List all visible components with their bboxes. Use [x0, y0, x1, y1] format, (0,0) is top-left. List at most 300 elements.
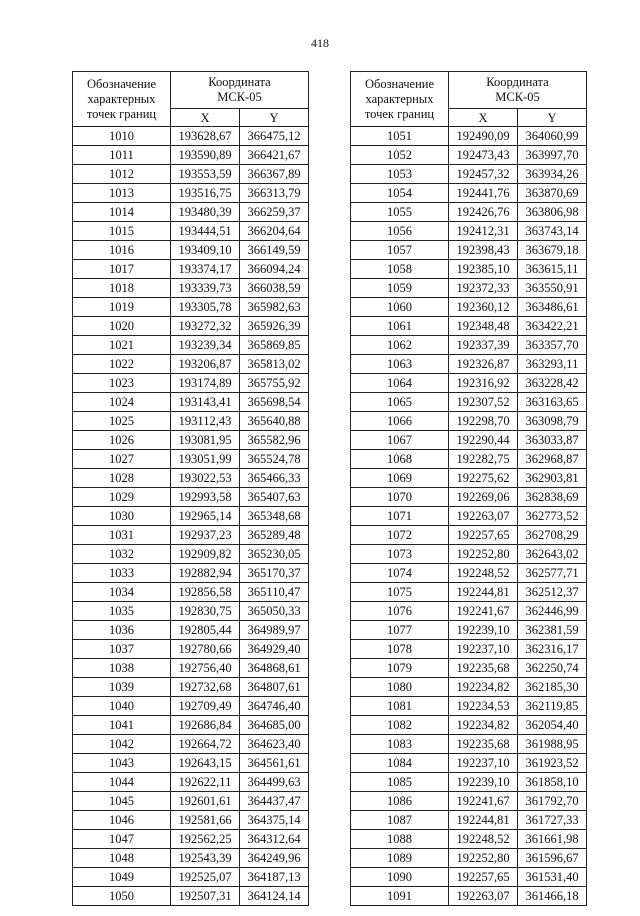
y-coordinate-cell: 363293,11: [518, 355, 587, 374]
x-coordinate-cell: 193339,73: [171, 279, 240, 298]
point-id-cell: 1087: [351, 811, 449, 830]
x-coordinate-cell: 193081,95: [171, 431, 240, 450]
y-coordinate-cell: 361596,67: [518, 849, 587, 868]
point-id-cell: 1082: [351, 716, 449, 735]
table-row: [73, 887, 309, 906]
point-id-cell: 1022: [73, 355, 171, 374]
point-id-cell: 1071: [351, 507, 449, 526]
point-id-cell: 1032: [73, 545, 171, 564]
x-coordinate-cell: 192643,15: [171, 754, 240, 773]
x-coordinate-cell: 192237,10: [449, 640, 518, 659]
coordinates-table-right: [350, 71, 587, 906]
y-coordinate-cell: 364499,63: [240, 773, 309, 792]
y-coordinate-cell: 366475,12: [240, 127, 309, 146]
x-coordinate-cell: 192426,76: [449, 203, 518, 222]
point-id-cell: 1056: [351, 222, 449, 241]
point-id-cell: 1049: [73, 868, 171, 887]
point-id-cell: 1065: [351, 393, 449, 412]
point-id-cell: 1051: [351, 127, 449, 146]
y-coordinate-cell: 366313,79: [240, 184, 309, 203]
y-coordinate-cell: 361661,98: [518, 830, 587, 849]
point-id-cell: 1017: [73, 260, 171, 279]
point-id-cell: 1084: [351, 754, 449, 773]
coordinate-header-line2: МСК-05: [217, 90, 262, 104]
point-id-cell: 1068: [351, 450, 449, 469]
point-id-cell: 1015: [73, 222, 171, 241]
table-row: [73, 431, 309, 450]
y-coordinate-cell: 362577,71: [518, 564, 587, 583]
point-id-cell: 1050: [73, 887, 171, 906]
point-id-cell: 1089: [351, 849, 449, 868]
point-label-header-line1: Обозначение: [86, 76, 157, 91]
point-id-cell: 1028: [73, 469, 171, 488]
point-id-cell: 1011: [73, 146, 171, 165]
point-label-header-line2: характерных: [365, 91, 434, 106]
y-coordinate-cell: 365050,33: [240, 602, 309, 621]
y-coordinate-cell: 363163,65: [518, 393, 587, 412]
x-coordinate-cell: 192307,52: [449, 393, 518, 412]
point-label-header: [351, 72, 449, 127]
y-coordinate-cell: 363806,98: [518, 203, 587, 222]
point-id-cell: 1027: [73, 450, 171, 469]
y-coordinate-cell: 361792,70: [518, 792, 587, 811]
point-id-cell: 1063: [351, 355, 449, 374]
x-coordinate-cell: 192543,39: [171, 849, 240, 868]
y-coordinate-cell: 364868,61: [240, 659, 309, 678]
y-coordinate-cell: 365230,05: [240, 545, 309, 564]
x-coordinate-cell: 192525,07: [171, 868, 240, 887]
x-coordinate-cell: 192780,66: [171, 640, 240, 659]
table-row: [351, 412, 587, 431]
y-coordinate-cell: 362446,99: [518, 602, 587, 621]
y-coordinate-cell: 361466,18: [518, 887, 587, 906]
y-coordinate-cell: 365582,96: [240, 431, 309, 450]
y-coordinate-cell: 366204,64: [240, 222, 309, 241]
x-coordinate-cell: 192235,68: [449, 735, 518, 754]
table-row: [73, 849, 309, 868]
table-row: [351, 811, 587, 830]
table-row: [73, 830, 309, 849]
x-coordinate-cell: 192248,52: [449, 830, 518, 849]
y-coordinate-cell: 362773,52: [518, 507, 587, 526]
table-row: [351, 545, 587, 564]
table-row: [351, 165, 587, 184]
y-coordinate-cell: 364375,14: [240, 811, 309, 830]
point-id-cell: 1025: [73, 412, 171, 431]
table-row: [73, 583, 309, 602]
point-id-cell: 1046: [73, 811, 171, 830]
point-id-cell: 1067: [351, 431, 449, 450]
y-coordinate-cell: 366038,59: [240, 279, 309, 298]
point-id-cell: 1039: [73, 678, 171, 697]
table-row: [351, 621, 587, 640]
x-coordinate-cell: 193590,89: [171, 146, 240, 165]
x-coordinate-cell: 192257,65: [449, 868, 518, 887]
point-id-cell: 1073: [351, 545, 449, 564]
table-row: [351, 678, 587, 697]
table-row: [73, 716, 309, 735]
table-row: [351, 887, 587, 906]
x-coordinate-cell: 192248,52: [449, 564, 518, 583]
table-row: [351, 488, 587, 507]
coordinate-header-line1: Координата: [208, 75, 271, 89]
y-coordinate-cell: 364437,47: [240, 792, 309, 811]
y-coordinate-cell: 362512,37: [518, 583, 587, 602]
table-row: [351, 868, 587, 887]
y-coordinate-cell: 363486,61: [518, 298, 587, 317]
y-coordinate-cell: 362250,74: [518, 659, 587, 678]
table-row: [73, 184, 309, 203]
x-coordinate-cell: 192562,25: [171, 830, 240, 849]
y-coordinate-cell: 365524,78: [240, 450, 309, 469]
point-id-cell: 1034: [73, 583, 171, 602]
y-coordinate-cell: 364929,40: [240, 640, 309, 659]
table-row: [73, 735, 309, 754]
x-coordinate-cell: 192490,09: [449, 127, 518, 146]
x-coordinate-cell: 192856,58: [171, 583, 240, 602]
point-id-cell: 1020: [73, 317, 171, 336]
y-coordinate-cell: 362643,02: [518, 545, 587, 564]
table-row: [351, 469, 587, 488]
table-row: [73, 469, 309, 488]
table-row: [351, 640, 587, 659]
x-coordinate-cell: 192756,40: [171, 659, 240, 678]
y-coordinate-cell: 361858,10: [518, 773, 587, 792]
table-row: [73, 773, 309, 792]
y-coordinate-cell: 364685,00: [240, 716, 309, 735]
y-coordinate-cell: 363934,26: [518, 165, 587, 184]
y-coordinate-cell: 362968,87: [518, 450, 587, 469]
x-column-header: X: [449, 109, 518, 127]
coordinates-table-left: [72, 71, 309, 906]
y-coordinate-cell: 363550,91: [518, 279, 587, 298]
y-coordinate-cell: 365869,85: [240, 336, 309, 355]
x-coordinate-cell: 192326,87: [449, 355, 518, 374]
x-coordinate-cell: 192686,84: [171, 716, 240, 735]
point-id-cell: 1077: [351, 621, 449, 640]
point-id-cell: 1038: [73, 659, 171, 678]
table-row: [73, 659, 309, 678]
coordinate-header-line2: МСК-05: [495, 90, 540, 104]
y-coordinate-cell: 364989,97: [240, 621, 309, 640]
table-row: [351, 526, 587, 545]
y-coordinate-cell: 366367,89: [240, 165, 309, 184]
table-row: [73, 621, 309, 640]
table-row: [351, 241, 587, 260]
table-body-right: [351, 127, 587, 906]
x-coordinate-cell: 193628,67: [171, 127, 240, 146]
x-coordinate-cell: 192235,68: [449, 659, 518, 678]
x-coordinate-cell: 192993,58: [171, 488, 240, 507]
y-column-header: Y: [240, 109, 309, 127]
point-id-cell: 1018: [73, 279, 171, 298]
y-coordinate-cell: 363997,70: [518, 146, 587, 165]
x-coordinate-cell: 192385,10: [449, 260, 518, 279]
x-coordinate-cell: 193022,53: [171, 469, 240, 488]
x-coordinate-cell: 192234,53: [449, 697, 518, 716]
x-coordinate-cell: 192239,10: [449, 621, 518, 640]
table-row: [73, 260, 309, 279]
point-label-header-line3: точек границ: [364, 106, 435, 121]
point-id-cell: 1058: [351, 260, 449, 279]
point-id-cell: 1079: [351, 659, 449, 678]
y-coordinate-cell: 362381,59: [518, 621, 587, 640]
x-coordinate-cell: 192337,39: [449, 336, 518, 355]
x-coordinate-cell: 193174,89: [171, 374, 240, 393]
x-coordinate-cell: 192257,65: [449, 526, 518, 545]
point-id-cell: 1023: [73, 374, 171, 393]
table-row: [351, 127, 587, 146]
point-id-cell: 1055: [351, 203, 449, 222]
x-coordinate-cell: 192732,68: [171, 678, 240, 697]
y-coordinate-cell: 364312,64: [240, 830, 309, 849]
table-row: [351, 146, 587, 165]
table-row: [351, 830, 587, 849]
table-row: [73, 697, 309, 716]
table-row: [351, 355, 587, 374]
x-coordinate-cell: 192581,66: [171, 811, 240, 830]
point-id-cell: 1062: [351, 336, 449, 355]
y-coordinate-cell: 361727,33: [518, 811, 587, 830]
y-coordinate-cell: 361923,52: [518, 754, 587, 773]
x-coordinate-cell: 193444,51: [171, 222, 240, 241]
x-coordinate-cell: 193480,39: [171, 203, 240, 222]
y-coordinate-cell: 363357,70: [518, 336, 587, 355]
point-id-cell: 1054: [351, 184, 449, 203]
table-row: [351, 260, 587, 279]
x-column-header: X: [171, 109, 240, 127]
y-coordinate-cell: 364249,96: [240, 849, 309, 868]
x-coordinate-cell: 192316,92: [449, 374, 518, 393]
point-id-cell: 1066: [351, 412, 449, 431]
point-id-cell: 1043: [73, 754, 171, 773]
table-row: [351, 659, 587, 678]
point-id-cell: 1064: [351, 374, 449, 393]
point-id-cell: 1090: [351, 868, 449, 887]
point-id-cell: 1012: [73, 165, 171, 184]
y-coordinate-cell: 361988,95: [518, 735, 587, 754]
point-id-cell: 1021: [73, 336, 171, 355]
x-coordinate-cell: 192412,31: [449, 222, 518, 241]
point-label-header-line3: точек границ: [86, 106, 157, 121]
coordinate-group-header: [171, 72, 309, 109]
table-row: [73, 279, 309, 298]
page-number: 418: [311, 36, 329, 50]
y-coordinate-cell: 364561,61: [240, 754, 309, 773]
table-body-left: [73, 127, 309, 906]
point-id-cell: 1014: [73, 203, 171, 222]
point-id-cell: 1052: [351, 146, 449, 165]
table-row: [73, 602, 309, 621]
point-id-cell: 1035: [73, 602, 171, 621]
y-coordinate-cell: 366149,59: [240, 241, 309, 260]
point-id-cell: 1069: [351, 469, 449, 488]
table-row: [351, 298, 587, 317]
x-coordinate-cell: 192244,81: [449, 811, 518, 830]
x-coordinate-cell: 192830,75: [171, 602, 240, 621]
x-coordinate-cell: 192282,75: [449, 450, 518, 469]
x-coordinate-cell: 192360,12: [449, 298, 518, 317]
point-id-cell: 1045: [73, 792, 171, 811]
x-coordinate-cell: 192507,31: [171, 887, 240, 906]
table-row: [351, 279, 587, 298]
point-label-header-line1: Обозначение: [364, 76, 435, 91]
table-row: [73, 488, 309, 507]
point-id-cell: 1070: [351, 488, 449, 507]
table-row: [73, 640, 309, 659]
table-row: [351, 602, 587, 621]
table-row: [351, 754, 587, 773]
x-coordinate-cell: 192937,23: [171, 526, 240, 545]
point-id-cell: 1031: [73, 526, 171, 545]
table-row: [73, 127, 309, 146]
y-coordinate-cell: 365407,63: [240, 488, 309, 507]
point-id-cell: 1030: [73, 507, 171, 526]
x-coordinate-cell: 192234,82: [449, 716, 518, 735]
table-row: [351, 450, 587, 469]
y-coordinate-cell: 362316,17: [518, 640, 587, 659]
point-label-header-line2: характерных: [87, 91, 156, 106]
point-id-cell: 1010: [73, 127, 171, 146]
x-coordinate-cell: 192252,80: [449, 849, 518, 868]
y-coordinate-cell: 363679,18: [518, 241, 587, 260]
table-row: [73, 678, 309, 697]
x-coordinate-cell: 193272,32: [171, 317, 240, 336]
table-row: [351, 336, 587, 355]
y-coordinate-cell: 362119,85: [518, 697, 587, 716]
table-row: [73, 393, 309, 412]
point-id-cell: 1074: [351, 564, 449, 583]
x-coordinate-cell: 192398,43: [449, 241, 518, 260]
table-row: [351, 431, 587, 450]
point-id-cell: 1033: [73, 564, 171, 583]
point-label-header: [73, 72, 171, 127]
y-coordinate-cell: 364807,61: [240, 678, 309, 697]
table-row: [73, 146, 309, 165]
table-row: [73, 298, 309, 317]
x-coordinate-cell: 193143,41: [171, 393, 240, 412]
point-id-cell: 1041: [73, 716, 171, 735]
x-coordinate-cell: 192237,10: [449, 754, 518, 773]
point-id-cell: 1072: [351, 526, 449, 545]
table-row: [73, 545, 309, 564]
y-coordinate-cell: 363098,79: [518, 412, 587, 431]
y-coordinate-cell: 365982,63: [240, 298, 309, 317]
x-coordinate-cell: 192882,94: [171, 564, 240, 583]
table-row: [351, 317, 587, 336]
x-coordinate-cell: 192441,76: [449, 184, 518, 203]
coordinate-header-line1: Координата: [486, 75, 549, 89]
y-coordinate-cell: 362708,29: [518, 526, 587, 545]
x-coordinate-cell: 192622,11: [171, 773, 240, 792]
point-id-cell: 1059: [351, 279, 449, 298]
x-coordinate-cell: 193409,10: [171, 241, 240, 260]
x-coordinate-cell: 192263,07: [449, 507, 518, 526]
x-coordinate-cell: 192457,32: [449, 165, 518, 184]
table-row: [73, 811, 309, 830]
y-coordinate-cell: 362185,30: [518, 678, 587, 697]
x-coordinate-cell: 192664,72: [171, 735, 240, 754]
x-coordinate-cell: 192239,10: [449, 773, 518, 792]
point-id-cell: 1047: [73, 830, 171, 849]
table-row: [351, 184, 587, 203]
y-coordinate-cell: 366421,67: [240, 146, 309, 165]
point-id-cell: 1081: [351, 697, 449, 716]
table-row: [73, 868, 309, 887]
table-row: [351, 716, 587, 735]
x-coordinate-cell: 193516,75: [171, 184, 240, 203]
point-id-cell: 1061: [351, 317, 449, 336]
x-coordinate-cell: 193553,59: [171, 165, 240, 184]
y-coordinate-cell: 363033,87: [518, 431, 587, 450]
y-coordinate-cell: 361531,40: [518, 868, 587, 887]
x-coordinate-cell: 193305,78: [171, 298, 240, 317]
table-row: [73, 203, 309, 222]
point-id-cell: 1013: [73, 184, 171, 203]
y-coordinate-cell: 365170,37: [240, 564, 309, 583]
y-coordinate-cell: 365926,39: [240, 317, 309, 336]
point-id-cell: 1085: [351, 773, 449, 792]
table-row: [73, 241, 309, 260]
point-id-cell: 1088: [351, 830, 449, 849]
x-coordinate-cell: 192244,81: [449, 583, 518, 602]
table-row: [73, 165, 309, 184]
point-id-cell: 1029: [73, 488, 171, 507]
y-coordinate-cell: 363422,21: [518, 317, 587, 336]
x-coordinate-cell: 193206,87: [171, 355, 240, 374]
point-id-cell: 1019: [73, 298, 171, 317]
y-coordinate-cell: 364623,40: [240, 735, 309, 754]
table-row: [351, 222, 587, 241]
y-coordinate-cell: 365348,68: [240, 507, 309, 526]
x-coordinate-cell: 192263,07: [449, 887, 518, 906]
table-row: [73, 222, 309, 241]
y-coordinate-cell: 363615,11: [518, 260, 587, 279]
y-coordinate-cell: 365289,48: [240, 526, 309, 545]
table-row: [73, 450, 309, 469]
y-coordinate-cell: 364746,40: [240, 697, 309, 716]
point-id-cell: 1037: [73, 640, 171, 659]
x-coordinate-cell: 192241,67: [449, 602, 518, 621]
y-coordinate-cell: 365755,92: [240, 374, 309, 393]
table-row: [351, 849, 587, 868]
y-coordinate-cell: 364187,13: [240, 868, 309, 887]
table-row: [351, 735, 587, 754]
point-id-cell: 1078: [351, 640, 449, 659]
y-coordinate-cell: 363870,69: [518, 184, 587, 203]
table-row: [73, 317, 309, 336]
x-coordinate-cell: 192290,44: [449, 431, 518, 450]
x-coordinate-cell: 192241,67: [449, 792, 518, 811]
x-coordinate-cell: 193051,99: [171, 450, 240, 469]
y-coordinate-cell: 362054,40: [518, 716, 587, 735]
x-coordinate-cell: 192269,06: [449, 488, 518, 507]
x-coordinate-cell: 192372,33: [449, 279, 518, 298]
table-row: [73, 355, 309, 374]
table-row: [73, 792, 309, 811]
x-coordinate-cell: 192298,70: [449, 412, 518, 431]
point-id-cell: 1053: [351, 165, 449, 184]
point-id-cell: 1040: [73, 697, 171, 716]
x-coordinate-cell: 192909,82: [171, 545, 240, 564]
point-id-cell: 1057: [351, 241, 449, 260]
x-coordinate-cell: 192965,14: [171, 507, 240, 526]
table-row: [73, 564, 309, 583]
table-row: [351, 507, 587, 526]
x-coordinate-cell: 192275,62: [449, 469, 518, 488]
point-id-cell: 1080: [351, 678, 449, 697]
table-row: [73, 412, 309, 431]
